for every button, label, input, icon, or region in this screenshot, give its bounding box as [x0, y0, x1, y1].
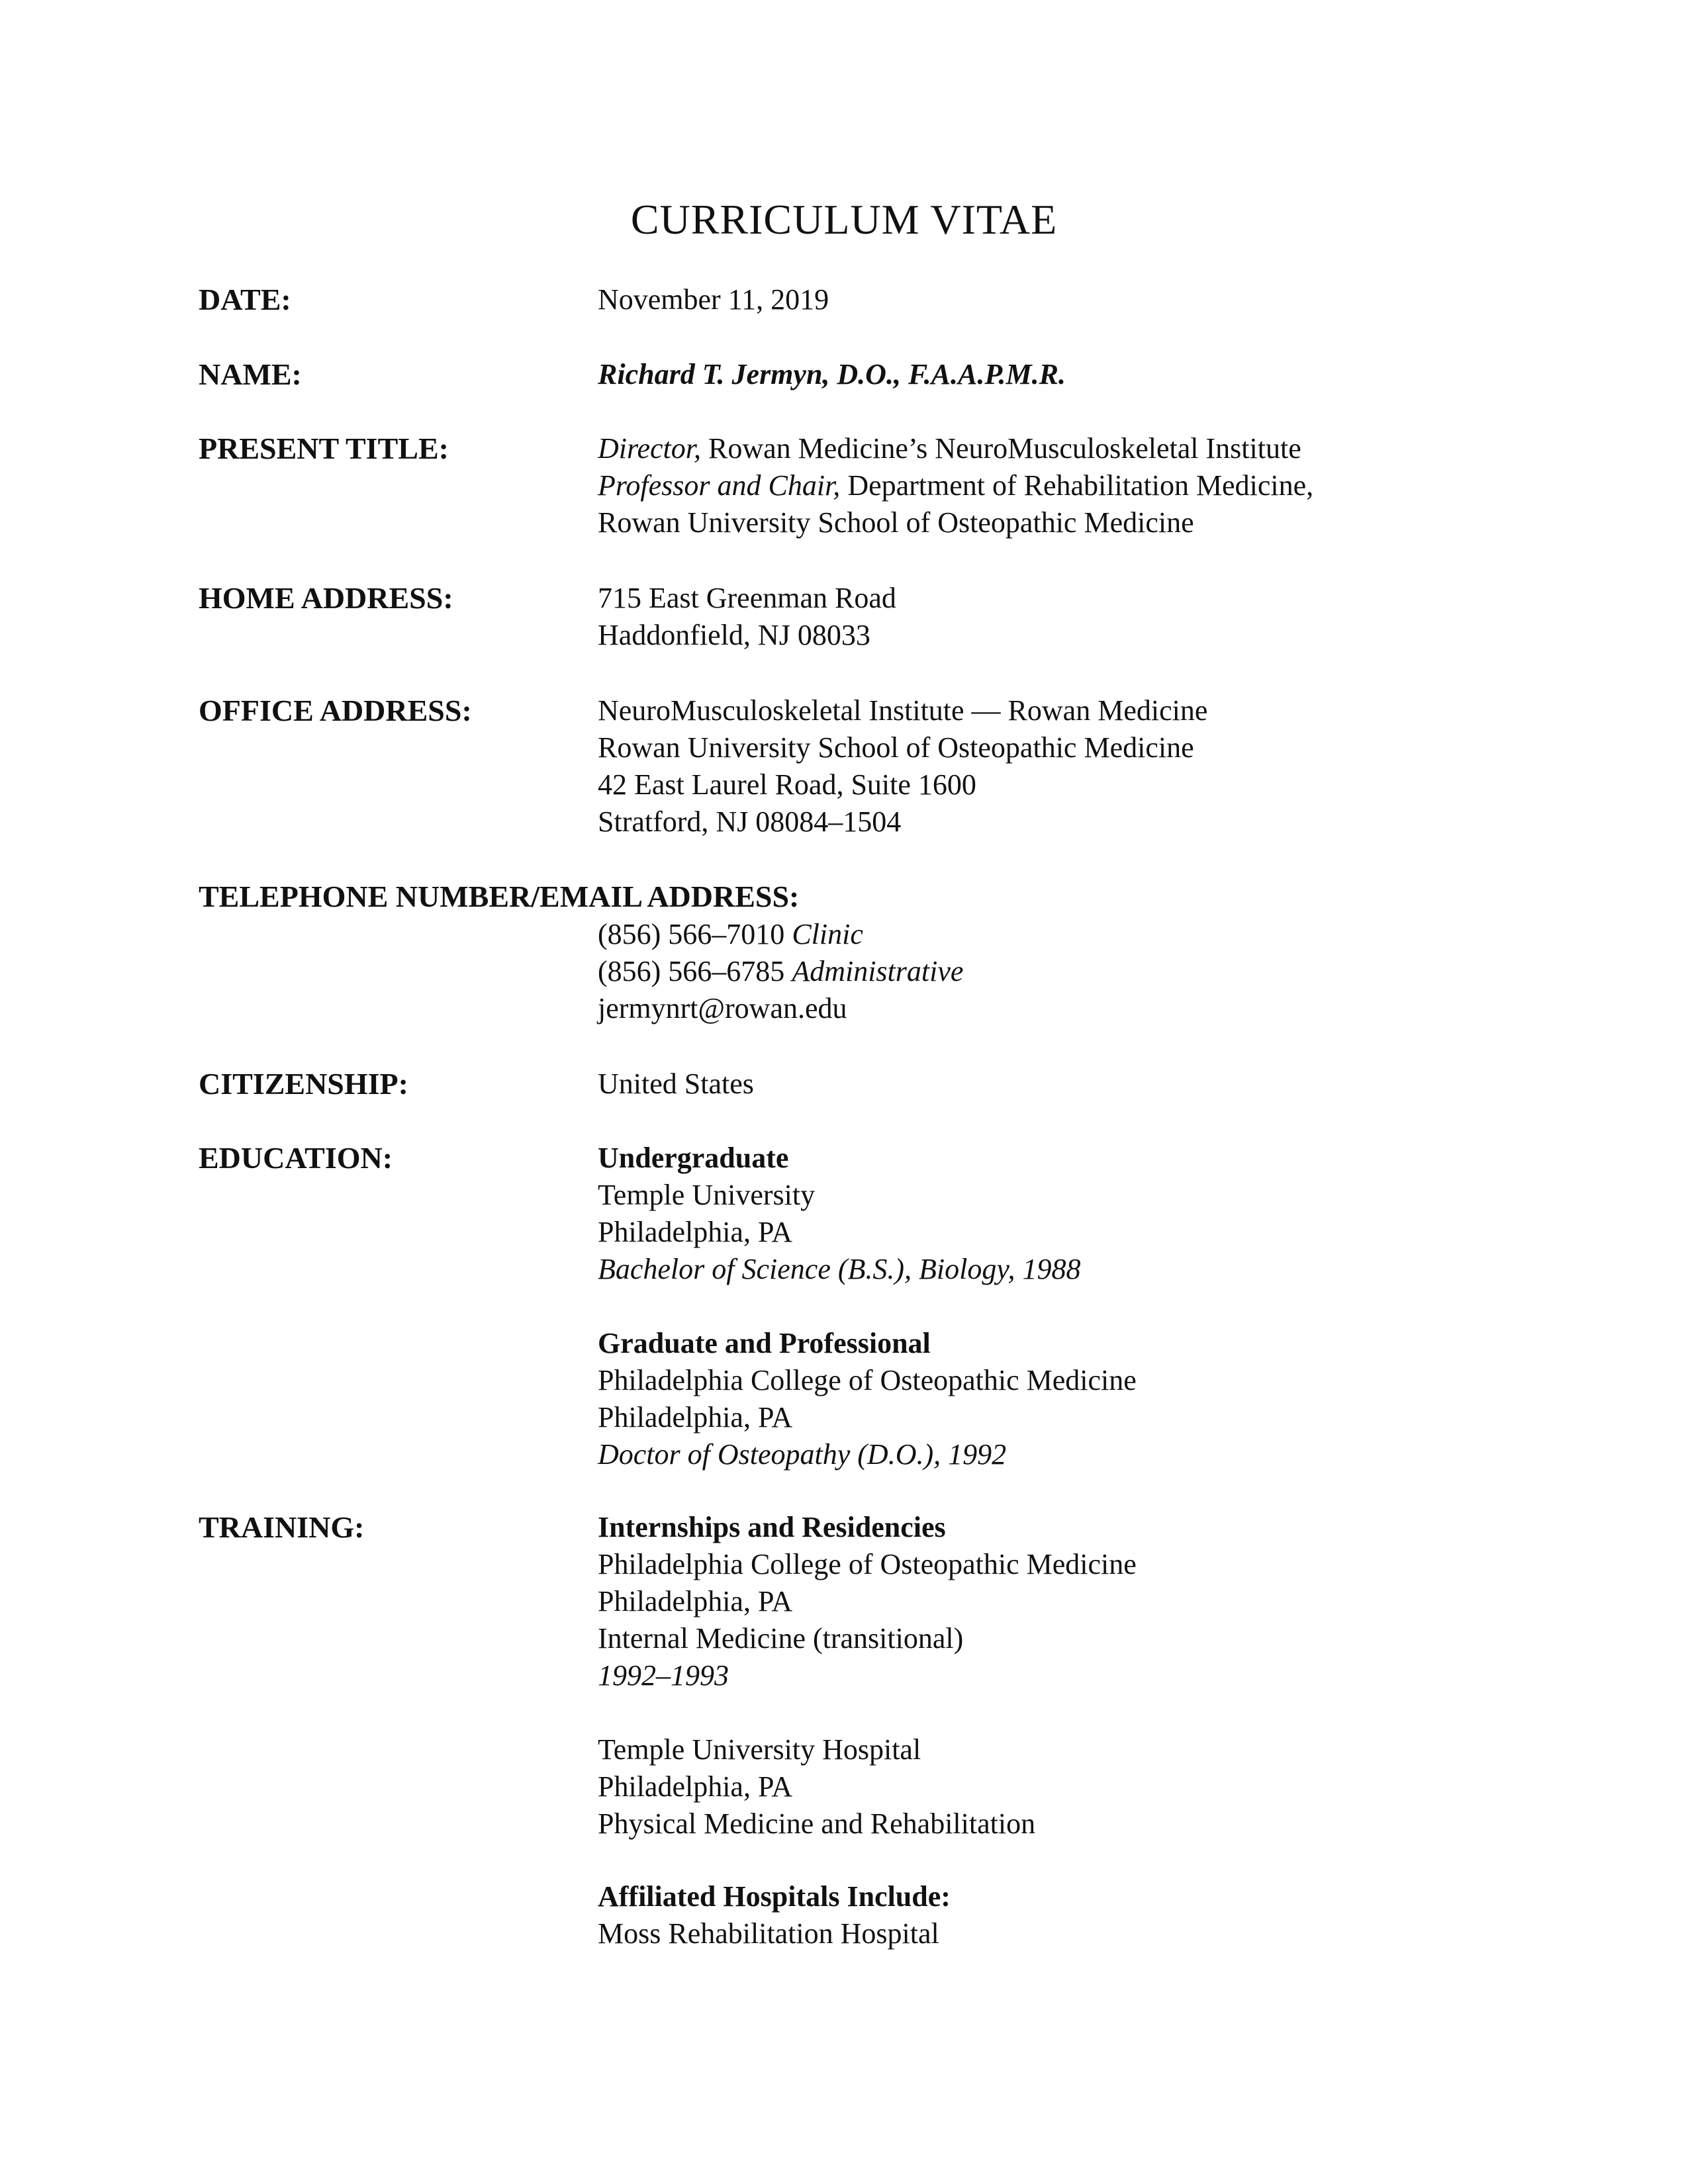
title-line-professor: [598, 467, 1313, 504]
home-address-line: 715 East Greenman Road: [598, 582, 896, 614]
office-address-label: OFFICE ADDRESS:: [199, 694, 472, 727]
office-address-block: [598, 692, 1207, 841]
citizenship-text: United States: [598, 1068, 754, 1100]
training-heading: Internships and Residencies: [598, 1511, 946, 1543]
full-name: Richard T. Jermyn, D.O., F.A.A.P.M.R.: [598, 358, 1066, 390]
role-professor: Professor and Chair,: [598, 469, 841, 502]
citizenship-value: [598, 1066, 754, 1103]
home-address-label: HOME ADDRESS:: [199, 581, 453, 615]
education-graduate-block: [598, 1325, 1137, 1473]
citizenship-label: CITIZENSHIP:: [199, 1067, 408, 1101]
residency-program: Physical Medicine and Rehabilitation: [598, 1807, 1036, 1840]
graduate-school: Philadelphia College of Osteopathic Medicine: [598, 1364, 1137, 1396]
training-residency-block: [598, 1731, 1035, 1843]
residency-location: Philadelphia, PA: [598, 1770, 793, 1803]
graduate-heading: Graduate and Professional: [598, 1327, 931, 1359]
name-label: NAME:: [199, 357, 302, 391]
training-internship-block: [598, 1509, 1137, 1694]
office-address-line: Stratford, NJ 08084–1504: [598, 805, 902, 838]
undergrad-school: Temple University: [598, 1179, 816, 1211]
graduate-degree: Doctor of Osteopathy (D.O.), 1992: [598, 1438, 1007, 1471]
name-value: [598, 356, 1066, 393]
date-label: DATE:: [199, 283, 291, 316]
education-label: EDUCATION:: [199, 1141, 393, 1175]
undergrad-heading: Undergraduate: [598, 1142, 789, 1174]
internship-years: 1992–1993: [598, 1659, 729, 1692]
training-affiliated-block: [598, 1878, 951, 1952]
page-title: CURRICULUM VITAE: [630, 196, 1058, 243]
contact-block: [598, 916, 963, 1027]
title-line-school: Rowan University School of Osteopathic Medicine: [598, 506, 1194, 539]
home-address-line: Haddonfield, NJ 08033: [598, 619, 870, 651]
office-address-line: NeuroMusculoskeletal Institute — Rowan Medicine: [598, 694, 1208, 727]
training-label: TRAINING:: [199, 1510, 365, 1544]
education-undergrad-block: [598, 1140, 1080, 1288]
present-title-block: [598, 430, 1313, 541]
undergrad-degree: Bachelor of Science (B.S.), Biology, 1988: [598, 1253, 1081, 1285]
undergrad-location: Philadelphia, PA: [598, 1216, 793, 1248]
contact-label: TELEPHONE NUMBER/EMAIL ADDRESS:: [199, 880, 800, 913]
graduate-location: Philadelphia, PA: [598, 1401, 793, 1433]
date-text: November 11, 2019: [598, 283, 829, 316]
phone-note: Administrative: [792, 955, 964, 987]
office-address-line: Rowan University School of Osteopathic Medicine: [598, 731, 1194, 764]
role-professor-text: Department of Rehabilitation Medicine,: [840, 469, 1314, 502]
present-title-label: PRESENT TITLE:: [199, 432, 449, 465]
date-value: [598, 281, 829, 318]
affiliated-heading: Affiliated Hospitals Include:: [598, 1880, 951, 1913]
affiliated-hospital: Moss Rehabilitation Hospital: [598, 1917, 939, 1950]
phone-note: Clinic: [792, 918, 863, 950]
phone-clinic: [598, 916, 963, 953]
internship-institution: Philadelphia College of Osteopathic Medicine: [598, 1548, 1137, 1580]
home-address-block: [598, 580, 896, 654]
phone-number: (856) 566–6785: [598, 955, 785, 987]
residency-institution: Temple University Hospital: [598, 1733, 921, 1766]
phone-number: (856) 566–7010: [598, 918, 785, 950]
internship-program: Internal Medicine (transitional): [598, 1622, 964, 1655]
role-director-text: Rowan Medicine’s NeuroMusculoskeletal Institute: [701, 432, 1301, 465]
email-address: jermynrt@rowan.edu: [598, 992, 847, 1024]
office-address-line: 42 East Laurel Road, Suite 1600: [598, 768, 976, 801]
internship-location: Philadelphia, PA: [598, 1585, 793, 1617]
title-line-director: [598, 430, 1313, 467]
role-director: Director,: [598, 432, 702, 465]
phone-administrative: [598, 953, 963, 990]
